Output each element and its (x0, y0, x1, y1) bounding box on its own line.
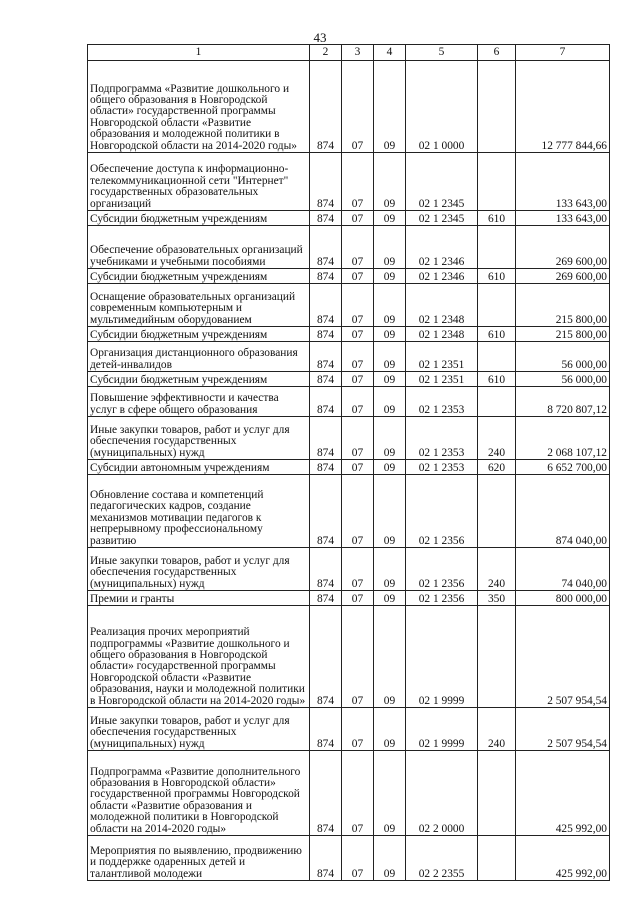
row-code-cell: 874 (310, 475, 342, 548)
row-amount-cell: 74 040,00 (516, 548, 610, 591)
row-name-cell: Иные закупки товаров, работ и услуг для обеспечения государственных (муниципальных) нужд (88, 548, 310, 591)
row-amount-cell: 425 992,00 (516, 836, 610, 881)
header-cell: 3 (342, 45, 374, 61)
row-section-cell: 07 (342, 269, 374, 284)
table-row (88, 751, 610, 836)
row-subsection-cell: 09 (374, 460, 406, 475)
row-name-cell: Субсидии бюджетным учреждениям (88, 211, 310, 226)
table-row (88, 153, 610, 211)
row-amount-cell: 8 720 807,12 (516, 387, 610, 417)
row-code-cell: 874 (310, 417, 342, 460)
header-cell: 1 (88, 45, 310, 61)
budget-table (87, 44, 610, 881)
row-subsection-cell: 09 (374, 417, 406, 460)
row-code-cell: 874 (310, 387, 342, 417)
header-cell: 5 (406, 45, 478, 61)
row-subsection-cell: 09 (374, 591, 406, 606)
row-expense-type-cell (478, 61, 516, 153)
row-expense-type-cell: 610 (478, 211, 516, 226)
row-amount-cell: 56 000,00 (516, 342, 610, 372)
row-expense-type-cell: 240 (478, 417, 516, 460)
table-row (88, 460, 610, 475)
table-row (88, 372, 610, 387)
row-target-cell: 02 1 9999 (406, 606, 478, 708)
row-expense-type-cell (478, 342, 516, 372)
row-target-cell: 02 1 2346 (406, 226, 478, 269)
row-expense-type-cell: 240 (478, 708, 516, 751)
row-subsection-cell: 09 (374, 751, 406, 836)
row-section-cell: 07 (342, 475, 374, 548)
table-row (88, 327, 610, 342)
row-target-cell: 02 1 2353 (406, 387, 478, 417)
row-subsection-cell: 09 (374, 327, 406, 342)
header-cell: 6 (478, 45, 516, 61)
row-amount-cell: 56 000,00 (516, 372, 610, 387)
row-section-cell: 07 (342, 153, 374, 211)
row-subsection-cell: 09 (374, 475, 406, 548)
row-amount-cell: 6 652 700,00 (516, 460, 610, 475)
row-name-cell: Субсидии автономным учреждениям (88, 460, 310, 475)
table-row (88, 226, 610, 269)
row-code-cell: 874 (310, 211, 342, 226)
row-code-cell: 874 (310, 460, 342, 475)
header-cell: 7 (516, 45, 610, 61)
row-name-cell: Субсидии бюджетным учреждениям (88, 327, 310, 342)
row-expense-type-cell (478, 153, 516, 211)
row-section-cell: 07 (342, 226, 374, 269)
table-row (88, 269, 610, 284)
row-target-cell: 02 1 2353 (406, 417, 478, 460)
row-code-cell: 874 (310, 284, 342, 327)
row-target-cell: 02 1 9999 (406, 708, 478, 751)
row-name-cell: Субсидии бюджетным учреждениям (88, 372, 310, 387)
row-name-cell: Мероприятия по выявлению, продвижению и поддержке одаренных детей и талантливой молодежи (88, 836, 310, 881)
row-name-cell: Субсидии бюджетным учреждениям (88, 269, 310, 284)
row-expense-type-cell: 240 (478, 548, 516, 591)
row-code-cell: 874 (310, 591, 342, 606)
row-expense-type-cell: 610 (478, 372, 516, 387)
row-name-cell: Обеспечение образовательных организаций учебниками и учебными пособиями (88, 226, 310, 269)
row-target-cell: 02 1 2353 (406, 460, 478, 475)
row-target-cell: 02 1 2345 (406, 153, 478, 211)
row-name-cell: Обновление состава и компетенций педагогических кадров, создание механизмов мотивации педагогов к непрерывному профессиональному развитию (88, 475, 310, 548)
row-target-cell: 02 1 2356 (406, 548, 478, 591)
row-code-cell: 874 (310, 606, 342, 708)
row-target-cell: 02 2 2355 (406, 836, 478, 881)
row-section-cell: 07 (342, 708, 374, 751)
row-amount-cell: 2 507 954,54 (516, 708, 610, 751)
table-row (88, 284, 610, 327)
row-expense-type-cell: 610 (478, 269, 516, 284)
table-row (88, 417, 610, 460)
row-target-cell: 02 1 2348 (406, 284, 478, 327)
row-name-cell: Подпрограмма «Развитие дополнительного образования в Новгородской области» государственной программы Новгородской области «Развитие образования и молодежной политики в Новгородской области на 2014-2020 годы» (88, 751, 310, 836)
row-code-cell: 874 (310, 708, 342, 751)
table-row (88, 836, 610, 881)
row-section-cell: 07 (342, 417, 374, 460)
row-code-cell: 874 (310, 548, 342, 591)
row-subsection-cell: 09 (374, 708, 406, 751)
row-section-cell: 07 (342, 61, 374, 153)
table-row (88, 548, 610, 591)
table-row (88, 606, 610, 708)
row-amount-cell: 269 600,00 (516, 269, 610, 284)
row-name-cell: Повышение эффективности и качества услуг в сфере общего образования (88, 387, 310, 417)
row-expense-type-cell (478, 606, 516, 708)
row-subsection-cell: 09 (374, 387, 406, 417)
table-row (88, 342, 610, 372)
row-subsection-cell: 09 (374, 226, 406, 269)
row-section-cell: 07 (342, 606, 374, 708)
row-subsection-cell: 09 (374, 61, 406, 153)
row-subsection-cell: 09 (374, 836, 406, 881)
row-target-cell: 02 1 2351 (406, 342, 478, 372)
row-amount-cell: 800 000,00 (516, 591, 610, 606)
row-target-cell: 02 1 2346 (406, 269, 478, 284)
row-subsection-cell: 09 (374, 269, 406, 284)
row-name-cell: Иные закупки товаров, работ и услуг для обеспечения государственных (муниципальных) нужд (88, 417, 310, 460)
row-code-cell: 874 (310, 61, 342, 153)
row-section-cell: 07 (342, 342, 374, 372)
row-expense-type-cell: 620 (478, 460, 516, 475)
page-number: 43 (313, 30, 327, 45)
row-name-cell: Реализация прочих мероприятий подпрограммы «Развитие дошкольного и общего образования в Новгородской области» государственной программы Новгородской области «Развитие образования, науки и молодежной политики в Новгородской области на 2014-2020 годы» (88, 606, 310, 708)
row-subsection-cell: 09 (374, 284, 406, 327)
row-name-cell: Обеспечение доступа к информационно-телекоммуникационной сети "Интернет" государственных образовательных организаций (88, 153, 310, 211)
row-section-cell: 07 (342, 327, 374, 342)
row-expense-type-cell (478, 226, 516, 269)
row-code-cell: 874 (310, 153, 342, 211)
row-target-cell: 02 1 0000 (406, 61, 478, 153)
row-subsection-cell: 09 (374, 372, 406, 387)
row-target-cell: 02 1 2345 (406, 211, 478, 226)
row-code-cell: 874 (310, 327, 342, 342)
row-expense-type-cell (478, 284, 516, 327)
table-row (88, 211, 610, 226)
row-subsection-cell: 09 (374, 548, 406, 591)
row-code-cell: 874 (310, 372, 342, 387)
row-subsection-cell: 09 (374, 342, 406, 372)
row-amount-cell: 215 800,00 (516, 327, 610, 342)
row-name-cell: Оснащение образовательных организаций современным компьютерным и мультимедийным оборудованием (88, 284, 310, 327)
row-section-cell: 07 (342, 387, 374, 417)
row-target-cell: 02 2 0000 (406, 751, 478, 836)
row-code-cell: 874 (310, 836, 342, 881)
row-name-cell: Организация дистанционного образования детей-инвалидов (88, 342, 310, 372)
table-row (88, 591, 610, 606)
row-section-cell: 07 (342, 284, 374, 327)
row-expense-type-cell (478, 751, 516, 836)
row-name-cell: Премии и гранты (88, 591, 310, 606)
row-target-cell: 02 1 2351 (406, 372, 478, 387)
table-row (88, 61, 610, 153)
header-cell: 2 (310, 45, 342, 61)
row-target-cell: 02 1 2348 (406, 327, 478, 342)
row-amount-cell: 215 800,00 (516, 284, 610, 327)
header-cell: 4 (374, 45, 406, 61)
row-code-cell: 874 (310, 751, 342, 836)
row-name-cell: Иные закупки товаров, работ и услуг для обеспечения государственных (муниципальных) нужд (88, 708, 310, 751)
row-amount-cell: 269 600,00 (516, 226, 610, 269)
row-section-cell: 07 (342, 751, 374, 836)
row-code-cell: 874 (310, 226, 342, 269)
table-row (88, 475, 610, 548)
row-subsection-cell: 09 (374, 211, 406, 226)
row-amount-cell: 2 068 107,12 (516, 417, 610, 460)
row-target-cell: 02 1 2356 (406, 475, 478, 548)
row-expense-type-cell (478, 836, 516, 881)
table-row (88, 708, 610, 751)
row-amount-cell: 874 040,00 (516, 475, 610, 548)
table-row (88, 387, 610, 417)
row-target-cell: 02 1 2356 (406, 591, 478, 606)
row-name-cell: Подпрограмма «Развитие дошкольного и общего образования в Новгородской области» государственной программы Новгородской области «Развитие образования и молодежной политики в Новгородской области на 2014-2020 годы» (88, 61, 310, 153)
row-subsection-cell: 09 (374, 606, 406, 708)
row-amount-cell: 133 643,00 (516, 153, 610, 211)
row-amount-cell: 2 507 954,54 (516, 606, 610, 708)
row-amount-cell: 133 643,00 (516, 211, 610, 226)
row-code-cell: 874 (310, 342, 342, 372)
row-code-cell: 874 (310, 269, 342, 284)
row-expense-type-cell (478, 475, 516, 548)
row-expense-type-cell: 610 (478, 327, 516, 342)
row-expense-type-cell: 350 (478, 591, 516, 606)
row-section-cell: 07 (342, 372, 374, 387)
row-section-cell: 07 (342, 460, 374, 475)
row-expense-type-cell (478, 387, 516, 417)
row-amount-cell: 425 992,00 (516, 751, 610, 836)
row-section-cell: 07 (342, 211, 374, 226)
row-section-cell: 07 (342, 548, 374, 591)
header-row (88, 45, 610, 61)
row-section-cell: 07 (342, 836, 374, 881)
row-amount-cell: 12 777 844,66 (516, 61, 610, 153)
row-section-cell: 07 (342, 591, 374, 606)
row-subsection-cell: 09 (374, 153, 406, 211)
